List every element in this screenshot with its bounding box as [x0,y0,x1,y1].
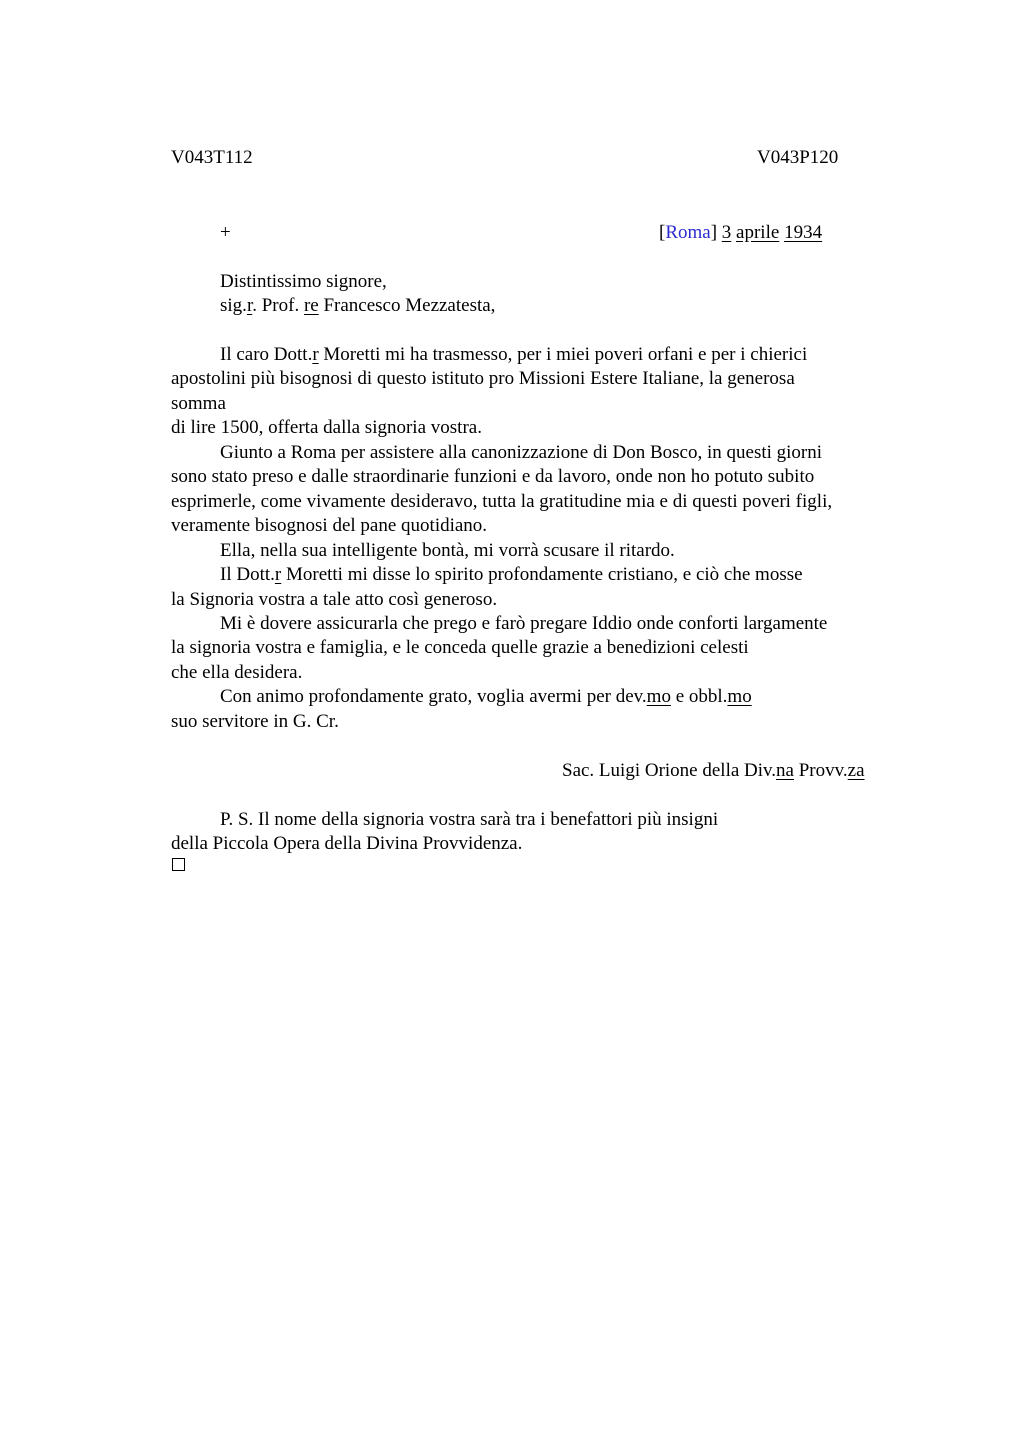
document-code-right: V043P120 [757,147,839,168]
salutation-line-1: Distintissimo signore, [220,271,387,292]
salutation-line-2: sig.r. Prof. re Francesco Mezzatesta, [220,295,496,316]
dateline-month: aprile [736,222,780,243]
body-line: Il Dott.r Moretti mi disse lo spirito profondamente cristiano, e ciò che mosse [220,564,803,585]
body-line: Il caro Dott.r Moretti mi ha trasmesso, per i miei poveri orfani e per i chierici [220,344,808,365]
body-line: Mi è dovere assicurarla che prego e farò pregare Iddio onde conforti largamente [220,613,828,634]
postscript-line-2: della Piccola Opera della Divina Provvidenza. [171,833,523,854]
body-line: veramente bisognosi del pane quotidiano. [171,515,488,536]
body-line: di lire 1500, offerta dalla signoria vostra. [171,417,482,438]
end-square-icon [172,858,185,871]
body-line: che ella desidera. [171,662,303,683]
body-line: sono stato preso e dalle straordinarie funzioni e da lavoro, onde non ho potuto subito [171,466,815,487]
cross-mark: + [220,222,231,243]
dateline [659,221,822,246]
body-line: apostolini più bisognosi di questo istituto pro Missioni Estere Italiane, la generosa [171,368,795,389]
body-line: Giunto a Roma per assistere alla canonizzazione di Don Bosco, in questi giorni [220,442,823,463]
body-line: somma [171,393,226,414]
postscript-line-1: P. S. Il nome della signoria vostra sarà tra i benefattori più insigni [220,809,719,830]
signature: Sac. Luigi Orione della Div.na Provv.za [562,760,865,781]
body-line: esprimerle, come vivamente desideravo, tutta la gratitudine mia e di questi poveri figli, [171,491,833,512]
document-code-left: V043T112 [171,147,253,168]
body-line: suo servitore in G. Cr. [171,711,339,732]
dateline-day: 3 [721,222,732,243]
dateline-year: 1934 [784,222,823,243]
body-line: Con animo profondamente grato, voglia avermi per dev.mo e obbl.mo [220,686,752,707]
body-line: Ella, nella sua intelligente bontà, mi vorrà scusare il ritardo. [220,540,675,561]
dateline-place: Roma [665,222,711,243]
body-line: la signoria vostra e famiglia, e le conceda quelle grazie a benedizioni celesti [171,637,749,658]
bracket-open: [ [659,222,666,243]
bracket-close: ] [710,222,718,243]
body-line: la Signoria vostra a tale atto così generoso. [171,589,498,610]
